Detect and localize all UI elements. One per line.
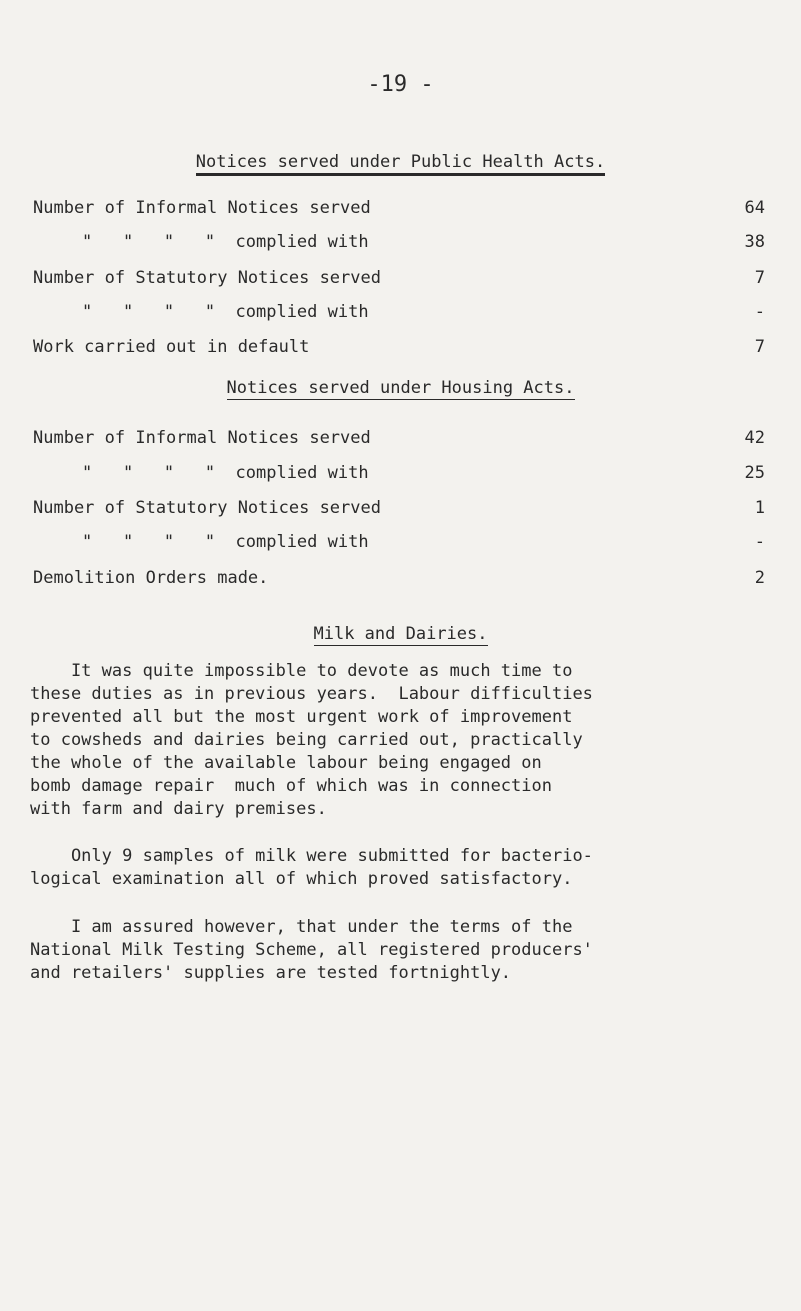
page-number: -19 - [367, 72, 434, 97]
public-health-row [0, 302, 801, 326]
public-health-row [0, 268, 801, 292]
housing-row [0, 428, 801, 452]
row-label: Number of Informal Notices served [33, 428, 371, 448]
row-value: 25 [744, 463, 765, 483]
row-label: " " " " complied with [82, 463, 369, 483]
row-value: - [754, 532, 765, 552]
row-label: Number of Informal Notices served [33, 198, 371, 218]
housing-heading-text: Notices served under Housing Acts. [226, 378, 575, 398]
milk-heading [0, 624, 801, 644]
public-health-row [0, 337, 801, 361]
row-label: " " " " complied with [82, 532, 369, 552]
housing-row [0, 568, 801, 592]
housing-heading [0, 378, 801, 398]
row-value: 7 [754, 268, 765, 288]
row-label: Number of Statutory Notices served [33, 498, 381, 518]
paragraph: It was quite impossible to devote as much time to these duties as in previous years. Labour difficulties prevented all but the most urgent work of improvement to cowsheds and dairies being carried out, practically the whole of the available labour being engaged on bomb damage repair much of which was in connection with farm and dairy premises. [30, 661, 593, 819]
milk-heading-text: Milk and Dairies. [313, 624, 488, 644]
housing-row [0, 463, 801, 487]
row-value: 7 [754, 337, 765, 357]
paragraph: Only 9 samples of milk were submitted for bacterio- logical examination all of which proved satisfactory. [30, 846, 593, 889]
row-label: " " " " complied with [82, 232, 369, 252]
row-label: Demolition Orders made. [33, 568, 269, 588]
housing-row [0, 532, 801, 556]
row-value: - [754, 302, 765, 322]
row-label: Work carried out in default [33, 337, 310, 357]
row-value: 38 [744, 232, 765, 252]
public-health-heading-text: Notices served under Public Health Acts. [196, 152, 605, 176]
row-value: 42 [744, 428, 765, 448]
row-value: 64 [744, 198, 765, 218]
public-health-row [0, 198, 801, 222]
row-value: 2 [754, 568, 765, 588]
public-health-heading [0, 152, 801, 172]
row-label: " " " " complied with [82, 302, 369, 322]
housing-row [0, 498, 801, 522]
public-health-row [0, 232, 801, 256]
row-value: 1 [754, 498, 765, 518]
paragraph: I am assured however, that under the terms of the National Milk Testing Scheme, all registered producers' and retailers' supplies are tested fortnightly. [30, 917, 593, 983]
row-label: Number of Statutory Notices served [33, 268, 381, 288]
